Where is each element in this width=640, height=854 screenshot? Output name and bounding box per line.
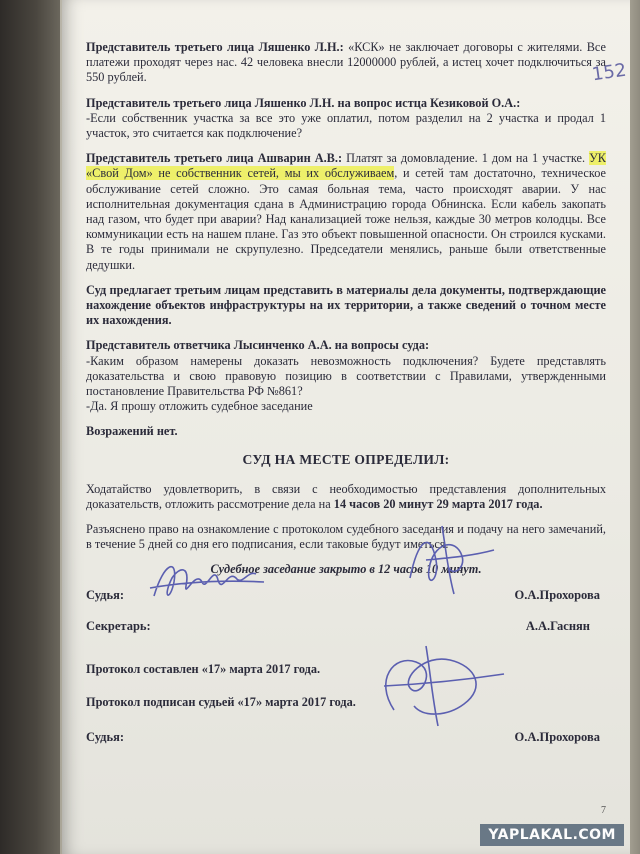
paragraph-lyashenko — [86, 40, 606, 86]
margin-page-mark: 152 — [590, 59, 628, 86]
document-page — [62, 0, 630, 854]
judge-signature — [390, 520, 500, 600]
judge2-name: О.А.Прохорова — [514, 730, 600, 745]
secretary-label: Секретарь: — [86, 618, 151, 633]
judge2-signature — [354, 640, 514, 730]
highlighted-text: УК «Свой Дом» не собственник сетей, мы их обслуживаем — [86, 151, 606, 181]
question-text: -Каким образом намерены доказать невозможность подключения? Будете представлять доказательства и свою правовую позицию в соответствии с Правилами, утвержденными постановление Правительства РФ №861? — [86, 353, 606, 399]
speech-text: -Если собственник участка за все это уже оплатил, потом разделил на 2 участка и продал 1 участок, это считается как подключение? — [86, 110, 606, 141]
secretary-name: А.А.Гаснян — [525, 618, 590, 633]
page-number: 7 — [601, 805, 606, 816]
ruling-heading: СУД НА МЕСТЕ ОПРЕДЕЛИЛ: — [242, 451, 450, 467]
speaker-name: Представитель третьего лица Ляшенко Л.Н. на вопрос истца Кезиковой О.А.: — [86, 95, 521, 110]
secretary-row — [86, 619, 606, 634]
judge-label: Судья: — [86, 587, 125, 602]
speech-text: «КСК» не заключает договоры с жителями. Все платежи проходят через нас. 42 человека внесли 12000000 рублей, а истец хочет подключиться за 550 рублей. — [86, 40, 606, 85]
paragraph-rights: Разъяснено право на ознакомление с протоколом судебного заседания и подачу на него замечаний, в течение 5 дней со дня его подписания, если таковые будут иметься. — [86, 522, 606, 552]
judge-name: О.А.Прохорова — [514, 587, 600, 602]
paragraph-court-proposal: Суд предлагает третьим лицам представить в материалы дела документы, подтверждающие нахождение объектов инфраструктуры на их территории, а также сведений о точном месте их нахождения. — [86, 282, 606, 328]
ruling-date: 14 часов 20 минут 29 марта 2017 года. — [333, 496, 543, 511]
speech-text: , и сетей там достаточно, техническое обслуживание сетей сложно. Это самая больная тема, часто происходят аварии. У нас исполнительная документация сдана в Администрацию города Обнинска. Если кабель закопать над газом, что будет при аварии? Над канализацией тоже нельзя, каждые 30 метров колодцы. Все коммуникации есть на нашем плане. Газ это объект повышенной опасности. Он строился кусками. В те годы принимали не скрупулезно. Председатели менялись, раньше были ответственные дедушки. — [86, 166, 606, 272]
ruling-text: Ходатайство удовлетворить, в связи с необходимостью представления дополнительных доказательств, отложить рассмотрение дела на — [86, 481, 606, 511]
no-objections: Возражений нет. — [86, 424, 178, 439]
secretary-signature — [144, 552, 274, 612]
protocol-signed: Протокол подписан судьей «17» марта 2017 года. — [86, 694, 356, 709]
speech-text: Платят за домовладение. 1 дом на 1 участке. — [342, 151, 590, 166]
paragraph-question — [86, 96, 606, 142]
answer-text: -Да. Я прошу отложить судебное заседание — [86, 399, 313, 414]
judge2-row — [86, 720, 606, 745]
judge2-label: Судья: — [86, 730, 125, 745]
speaker-name: Представитель третьего лица Ашварин А.В.: — [86, 151, 343, 166]
speaker-name: Представитель ответчика Лысинченко А.А. на вопросы суда: — [86, 338, 430, 353]
protocol-made: Протокол составлен «17» марта 2017 года. — [86, 661, 321, 676]
document-body — [86, 40, 606, 745]
speaker-name: Представитель третьего лица Ляшенко Л.Н.: — [86, 40, 344, 54]
paragraph-ashvarin — [86, 151, 606, 273]
watermark: YAPLAKAL.COM — [480, 824, 624, 846]
session-closed: Судебное заседание закрыто в 12 часов 10 минут. — [210, 562, 482, 577]
paragraph-ruling — [86, 482, 606, 512]
paragraph-lysinchenko — [86, 338, 606, 414]
background-left — [0, 0, 60, 854]
